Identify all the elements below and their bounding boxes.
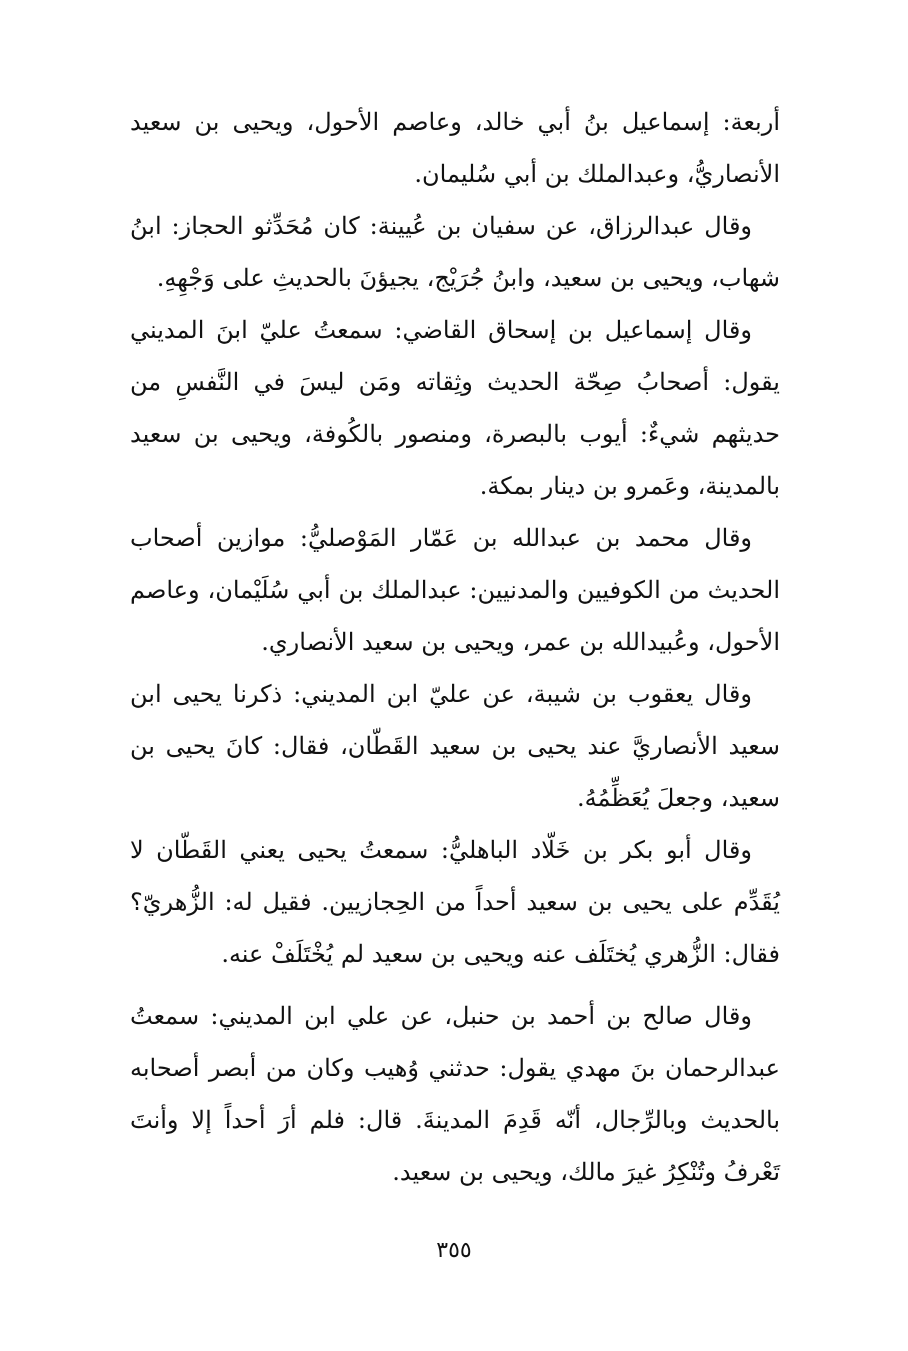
paragraph-3: وقال إسماعيل بن إسحاق القاضي: سمعتُ عليّ ابنَ المديني يقول: أصحابُ صِحّة الحديث وثِقاته ومَن ليسَ في النَّفسِ من حديثهم شيءٌ: أيوب بالبصرة، ومنصور بالكُوفة، ويحيى بن سعيد بالمدينة، وعَمرو بن دينار بمكة. xyxy=(130,316,780,500)
body-text xyxy=(130,96,780,1198)
paragraph-6: وقال أبو بكر بن خَلّاد الباهليُّ: سمعتُ يحيى يعني القَطّان لا يُقَدِّم على يحيى بن سعيد أحداً من الحِجازيين. فقيل له: الزُّهريّ؟ فقال: الزُّهري يُختَلَف عنه ويحيى بن سعيد لم يُخْتَلَفْ عنه. xyxy=(130,836,780,968)
page-number: ٣٥٥ xyxy=(436,1238,472,1263)
paragraph-7: وقال صالح بن أحمد بن حنبل، عن علي ابن المديني: سمعتُ عبدالرحمان بنَ مهدي يقول: حدثني وُهيب وكان من أبصر أصحابه بالحديث وبالرِّجال، أنّه قَدِمَ المدينةَ. قال: فلم أرَ أحداً إلا وأنتَ تَعْرفُ وتُنْكِرُ غيرَ مالك، ويحيى بن سعيد. xyxy=(130,1002,780,1186)
paragraph-4: وقال محمد بن عبدالله بن عَمّار المَوْصليُّ: موازين أصحاب الحديث من الكوفيين والمدنيين: عبدالملك بن أبي سُلَيْمان، وعاصم الأحول، وعُبيدالله بن عمر، ويحيى بن سعيد الأنصاري. xyxy=(130,524,780,656)
paragraph-2: وقال عبدالرزاق، عن سفيان بن عُيينة: كان مُحَدِّثو الحجاز: ابنُ شهاب، ويحيى بن سعيد، وابنُ جُرَيْج، يجيؤنَ بالحديثِ على وَجْهِهِ. xyxy=(130,212,780,292)
paragraph-5: وقال يعقوب بن شيبة، عن عليّ ابن المديني: ذكرنا يحيى ابن سعيد الأنصاريَّ عند يحيى بن سعيد القَطّان، فقال: كانَ يحيى بن سعيد، وجعلَ يُعَظِّمُهُ. xyxy=(130,680,780,812)
paragraph-1: أربعة: إسماعيل بنُ أبي خالد، وعاصم الأحول، ويحيى بن سعيد الأنصاريُّ، وعبدالملك بن أبي سُليمان. xyxy=(130,108,780,188)
